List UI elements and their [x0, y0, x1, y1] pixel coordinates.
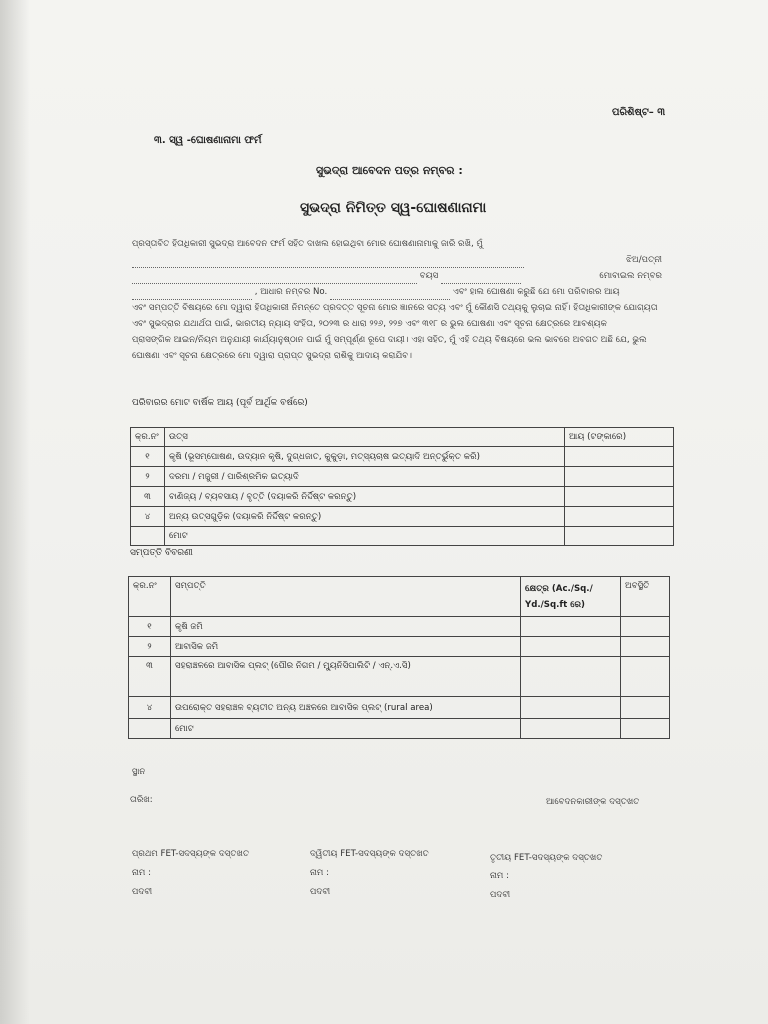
income-total-label: ମୋଟ — [165, 527, 565, 546]
assets-row-area[interactable] — [521, 637, 621, 657]
date-label: ତାରିଖ: — [130, 795, 153, 805]
fet3-name-label: ନାମ : — [490, 871, 509, 881]
income-row-amount[interactable] — [565, 447, 674, 467]
fet3-designation-label: ପଦବୀ — [490, 890, 511, 900]
income-row-no: ୨ — [131, 467, 165, 487]
assets-row-area[interactable] — [521, 617, 621, 637]
declaration-line-8: ଘୋଷଣା ଏବଂ ସୂଚନା କ୍ଷେତ୍ରରେ ମୋ ଦ୍ୱାରା ପ୍ରାପ୍ତ ସୁଭଦ୍ରା ରାଶିକୁ ଆଦାୟ କରାଯିବ। — [132, 351, 413, 361]
assets-table — [128, 576, 670, 739]
declaration-line-3 — [132, 268, 662, 284]
assets-row-location[interactable] — [621, 697, 670, 719]
fet1-signature-label: ପ୍ରଥମ FET-ସଦସ୍ୟଙ୍କ ଦସ୍ତଖତ — [132, 849, 250, 859]
assets-total-location[interactable] — [621, 719, 670, 739]
aadhaar-label: , ଆଧାର ନମ୍ବର No. — [254, 287, 328, 297]
income-row-no: ୧ — [131, 447, 165, 467]
place-label: ସ୍ଥାନ — [132, 767, 146, 777]
assets-total-row — [129, 719, 670, 739]
income-col-source: ଉତ୍ସ — [165, 428, 565, 447]
table-row — [131, 467, 674, 487]
fet2-signature-label: ଦ୍ୱିତୀୟ FET-ସଦସ୍ୟଙ୍କ ଦସ୍ତଖତ — [310, 849, 429, 859]
income-header-row — [131, 428, 674, 447]
table-row — [129, 657, 670, 697]
mobile-label: ମୋବାଇଲ ନମ୍ବର — [599, 271, 662, 281]
declaration-line-2 — [132, 252, 662, 268]
fet2-name-label: ନାମ : — [310, 868, 329, 878]
fet2-designation-label: ପଦବୀ — [310, 887, 331, 897]
page-title: ସୁଭଦ୍ରା ନିମିତ୍ତ ସ୍ୱ-ଘୋଷଣାନାମା — [300, 200, 487, 216]
assets-total-area[interactable] — [521, 719, 621, 739]
fet1-name-label: ନାମ : — [132, 868, 151, 878]
form-label: ୩. ସ୍ୱ -ଘୋଷଣାନାମା ଫର୍ମ — [154, 135, 262, 146]
income-row-no — [131, 527, 165, 546]
declaration-line-6: ଏବଂ ସୁଭଦ୍ରାର ଯଥାର୍ଥତା ପାଇଁ, ଭାରତୀୟ ନ୍ୟାୟ ସଂହିତା, ୨୦୨୩ ର ଧାରା ୨୨୬, ୨୨୭ ଏବଂ ୩୧୮ ର ଭୁଲ ଘୋଷଣା ଏବଂ ସୂଚନା କ୍ଷେତ୍ରରେ ଆବଶ୍ୟକ — [132, 319, 607, 329]
table-row — [131, 507, 674, 527]
income-table — [130, 427, 674, 546]
declaration-paragraph — [132, 236, 662, 364]
assets-row-no — [129, 719, 171, 739]
assets-row-no: ୩ — [129, 657, 171, 697]
income-row-no: ୪ — [131, 507, 165, 527]
assets-col-area: କ୍ଷେତ୍ର (Ac./Sq./ Yd./Sq.ft ରେ) — [521, 577, 621, 617]
fet3-signature-label: ତୃତୀୟ FET-ସଦସ୍ୟଙ୍କ ଦସ୍ତଖତ — [490, 853, 603, 863]
income-row-no: ୩ — [131, 487, 165, 507]
assets-row-location[interactable] — [621, 657, 670, 697]
assets-row-location[interactable] — [621, 617, 670, 637]
assets-col-asset: ସମ୍ପତ୍ତି — [171, 577, 521, 617]
assets-row-area[interactable] — [521, 657, 621, 697]
income-row-source: ଦରମା / ମଜୁରୀ / ପାରିଶ୍ରମିକ ଇତ୍ୟାଦି — [165, 467, 565, 487]
income-row-source: ଅନ୍ୟ ଉତ୍ସଗୁଡ଼ିକ (ଦୟାକରି ନିର୍ଦ୍ଦିଷ୍ଟ କରନ୍ତୁ) — [165, 507, 565, 527]
fet1-designation-label: ପଦବୀ — [132, 887, 153, 897]
declaration-line-5: ଏବଂ ସମ୍ପତ୍ତି ବିଷୟରେ ମୋ ଦ୍ୱାରା ହିତାଧିକାରୀ ନିମନ୍ତେ ପ୍ରଦତ୍ତ ସୂଚନା ମୋର ଜ୍ଞାନରେ ସତ୍ୟ ଏବଂ ମୁଁ କୌଣସି ତଥ୍ୟକୁ ଲୁଚାଇ ନାହିଁ। ହିତାଧିକାରୀଙ୍କ ଯୋଗ୍ୟତା — [132, 303, 658, 313]
age-label: ବୟସ — [419, 271, 439, 281]
declaration-line-7: ପ୍ରାସଙ୍ଗିକ ଆଇନ/ନିୟମ ଅନୁଯାୟୀ କାର୍ଯ୍ୟାନୁଷ୍ଠାନ ପାଇଁ ମୁଁ ସମ୍ପୂର୍ଣ୍ଣ ରୂପେ ଦାୟୀ। ଏହା ସହିତ, ମୁଁ ଏହି ତଥ୍ୟ ବିଷୟରେ ଭଲ ଭାବରେ ଅବଗତ ଅଛି ଯେ, ଭୁଲ — [132, 335, 647, 345]
assets-row-asset: ଉପରୋକ୍ତ ସହରାଞ୍ଚଳ ବ୍ୟତୀତ ଅନ୍ୟ ଅଞ୍ଚଳରେ ଆବାସିକ ପ୍ଲଟ୍ (rural area) — [171, 697, 521, 719]
assets-col-no: କ୍ର.ନଂ — [129, 577, 171, 617]
table-row — [129, 617, 670, 637]
income-total-amount[interactable] — [565, 527, 674, 546]
income-row-source: ବାଣିଜ୍ୟ / ବ୍ୟବସାୟ / ବୃତ୍ତି (ଦୟାକରି ନିର୍ଦ୍ଦିଷ୍ଟ କରନ୍ତୁ) — [165, 487, 565, 507]
assets-total-label: ମୋଟ — [171, 719, 521, 739]
assets-row-area[interactable] — [521, 697, 621, 719]
income-col-amount: ଆୟ (ଟଙ୍କାରେ) — [565, 428, 674, 447]
assets-heading: ସମ୍ପତ୍ତି ବିବରଣୀ — [130, 548, 193, 558]
income-row-amount[interactable] — [565, 467, 674, 487]
income-heading: ପରିବାରର ମୋଟ ବାର୍ଷିକ ଆୟ (ପୂର୍ବ ଆର୍ଥିକ ବର୍ଷରେ) — [132, 398, 308, 408]
table-row — [129, 637, 670, 657]
table-row — [131, 447, 674, 467]
income-total-row — [131, 527, 674, 546]
declaration-line-1: ପ୍ରସ୍ତାବିତ ହିତାଧିକାରୀ ସୁଭଦ୍ରା ଆବେଦନ ଫର୍ମ ସହିତ ଦାଖଲ ହୋଇଥିବା ମୋର ଘୋଷଣାନାମାକୁ ଜାରି ରଖି, ମୁଁ — [132, 239, 483, 249]
income-col-no: କ୍ର.ନଂ — [131, 428, 165, 447]
table-row — [131, 487, 674, 507]
table-row — [129, 697, 670, 719]
assets-row-location[interactable] — [621, 637, 670, 657]
assets-row-no: ୧ — [129, 617, 171, 637]
applicant-signature-label: ଆବେଦନକାରୀଙ୍କ ଦସ୍ତଖତ — [546, 797, 640, 807]
income-row-amount[interactable] — [565, 507, 674, 527]
relation-label: ଝିଅ/ପତ୍ନୀ — [626, 255, 662, 265]
declaration-line-4 — [132, 284, 662, 300]
assets-header-row — [129, 577, 670, 617]
assets-row-no: ୪ — [129, 697, 171, 719]
assets-row-no: ୨ — [129, 637, 171, 657]
assets-row-asset: କୃଷି ଜମି — [171, 617, 521, 637]
assets-row-asset: ଆବାସିକ ଜମି — [171, 637, 521, 657]
assets-row-asset: ସହରାଞ୍ଚଳରେ ଆବାସିକ ପ୍ଲଟ୍ (ପୌର ନିଗମ / ମ୍ୟୁନିସିପାଲିଟି / ଏନ୍.ଏ.ସି) — [171, 657, 521, 697]
assets-col-location: ଅବସ୍ଥିତି — [621, 577, 670, 617]
annex-reference: ପରିଶିଷ୍ଟ– ୩ — [612, 107, 666, 118]
income-row-amount[interactable] — [565, 487, 674, 507]
declaration-line-4-text: ଏବଂ ହାଲ ଘୋଷଣା କରୁଛି ଯେ ମୋ ପରିବାରର ଆୟ — [452, 287, 620, 297]
application-number-label: ସୁଭଦ୍ରା ଆବେଦନ ପତ୍ର ନମ୍ବର : — [316, 164, 463, 177]
income-row-source: କୃଷି (ଭୂସମ୍ପୋଷଣ, ଉଦ୍ୟାନ କୃଷି, ଦୁଗ୍ଧଜାତ, କୁକୁଡ଼ା, ମତ୍ସ୍ୟଚାଷ ଇତ୍ୟାଦି ଅନ୍ତର୍ଭୁକ୍ତ କରି) — [165, 447, 565, 467]
